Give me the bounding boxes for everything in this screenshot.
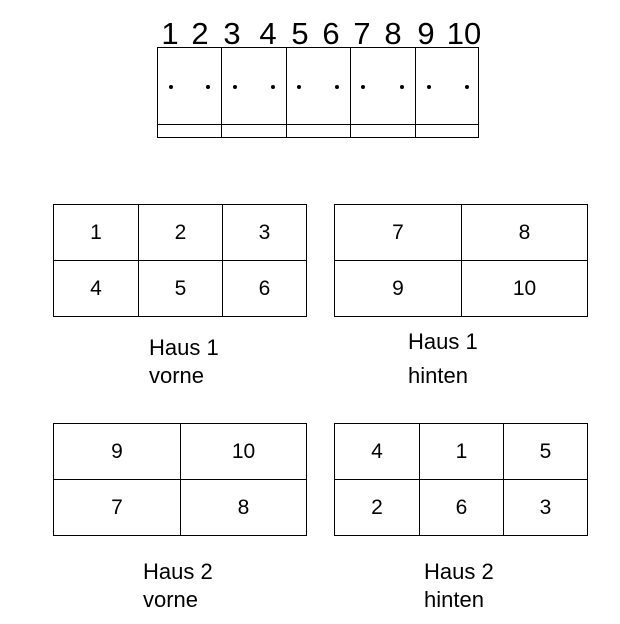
pin-dot bbox=[271, 85, 275, 89]
grid-cell: 4 bbox=[54, 261, 139, 316]
grid-cell: 2 bbox=[139, 205, 223, 261]
pin-label-9: 9 bbox=[417, 16, 435, 51]
pin-label-5: 5 bbox=[291, 16, 309, 51]
caption-haus1-hinten bbox=[408, 328, 478, 390]
grid-cell: 3 bbox=[539, 495, 552, 519]
caption-line: hinten bbox=[408, 363, 468, 388]
pin-dot bbox=[206, 85, 210, 89]
grid-cell: 6 bbox=[258, 276, 271, 300]
grid-cell: 7 bbox=[54, 480, 181, 535]
pin-dot bbox=[233, 85, 237, 89]
pin-dot bbox=[427, 85, 431, 89]
caption-line: vorne bbox=[149, 363, 205, 388]
pin-dot bbox=[400, 85, 404, 89]
pin-dot bbox=[335, 85, 339, 89]
connector-bottom-strip bbox=[158, 124, 478, 125]
grid-cell: 10 bbox=[181, 424, 306, 480]
grid-cell: 2 bbox=[335, 480, 420, 535]
caption-line: Haus 1 bbox=[149, 335, 219, 360]
grid-cell: 1 bbox=[420, 424, 504, 480]
grid-cell: 7 bbox=[335, 205, 462, 261]
caption-haus2-vorne bbox=[143, 558, 213, 614]
grid-cell: 8 bbox=[462, 205, 587, 261]
grid-cell: 1 bbox=[54, 205, 139, 261]
pin-dot bbox=[465, 85, 469, 89]
grid-haus2-vorne bbox=[53, 423, 307, 536]
grid-cell: 8 bbox=[237, 495, 250, 519]
pin-label-4: 4 bbox=[259, 16, 277, 51]
caption-line: hinten bbox=[424, 587, 484, 612]
pin-label-1: 1 bbox=[161, 16, 179, 51]
pin-label-8: 8 bbox=[384, 16, 402, 51]
pin-label-2: 2 bbox=[191, 16, 209, 51]
connector-block bbox=[157, 47, 479, 138]
grid-cell: 10 bbox=[512, 276, 537, 300]
grid-cell: 9 bbox=[335, 261, 462, 316]
grid-haus2-hinten bbox=[334, 423, 588, 536]
pin-label-7: 7 bbox=[353, 16, 371, 51]
pin-dot bbox=[297, 85, 301, 89]
caption-line: Haus 2 bbox=[424, 559, 494, 584]
pin-label-3: 3 bbox=[223, 16, 241, 51]
grid-cell: 6 bbox=[420, 480, 504, 535]
grid-cell: 3 bbox=[223, 205, 306, 261]
grid-haus1-hinten bbox=[334, 204, 588, 317]
pin-label-10: 10 bbox=[446, 16, 482, 51]
pin-dot bbox=[169, 85, 173, 89]
grid-cell: 5 bbox=[139, 261, 223, 316]
caption-line: Haus 2 bbox=[143, 559, 213, 584]
caption-haus2-hinten bbox=[424, 558, 494, 614]
grid-cell: 4 bbox=[335, 424, 420, 480]
grid-cell: 9 bbox=[54, 424, 181, 480]
grid-haus1-vorne bbox=[53, 204, 307, 317]
pin-label-6: 6 bbox=[322, 16, 340, 51]
caption-line: vorne bbox=[143, 587, 199, 612]
caption-haus1-vorne bbox=[149, 334, 219, 390]
caption-line: Haus 1 bbox=[408, 329, 478, 354]
pin-dot bbox=[361, 85, 365, 89]
grid-cell: 5 bbox=[504, 424, 587, 480]
